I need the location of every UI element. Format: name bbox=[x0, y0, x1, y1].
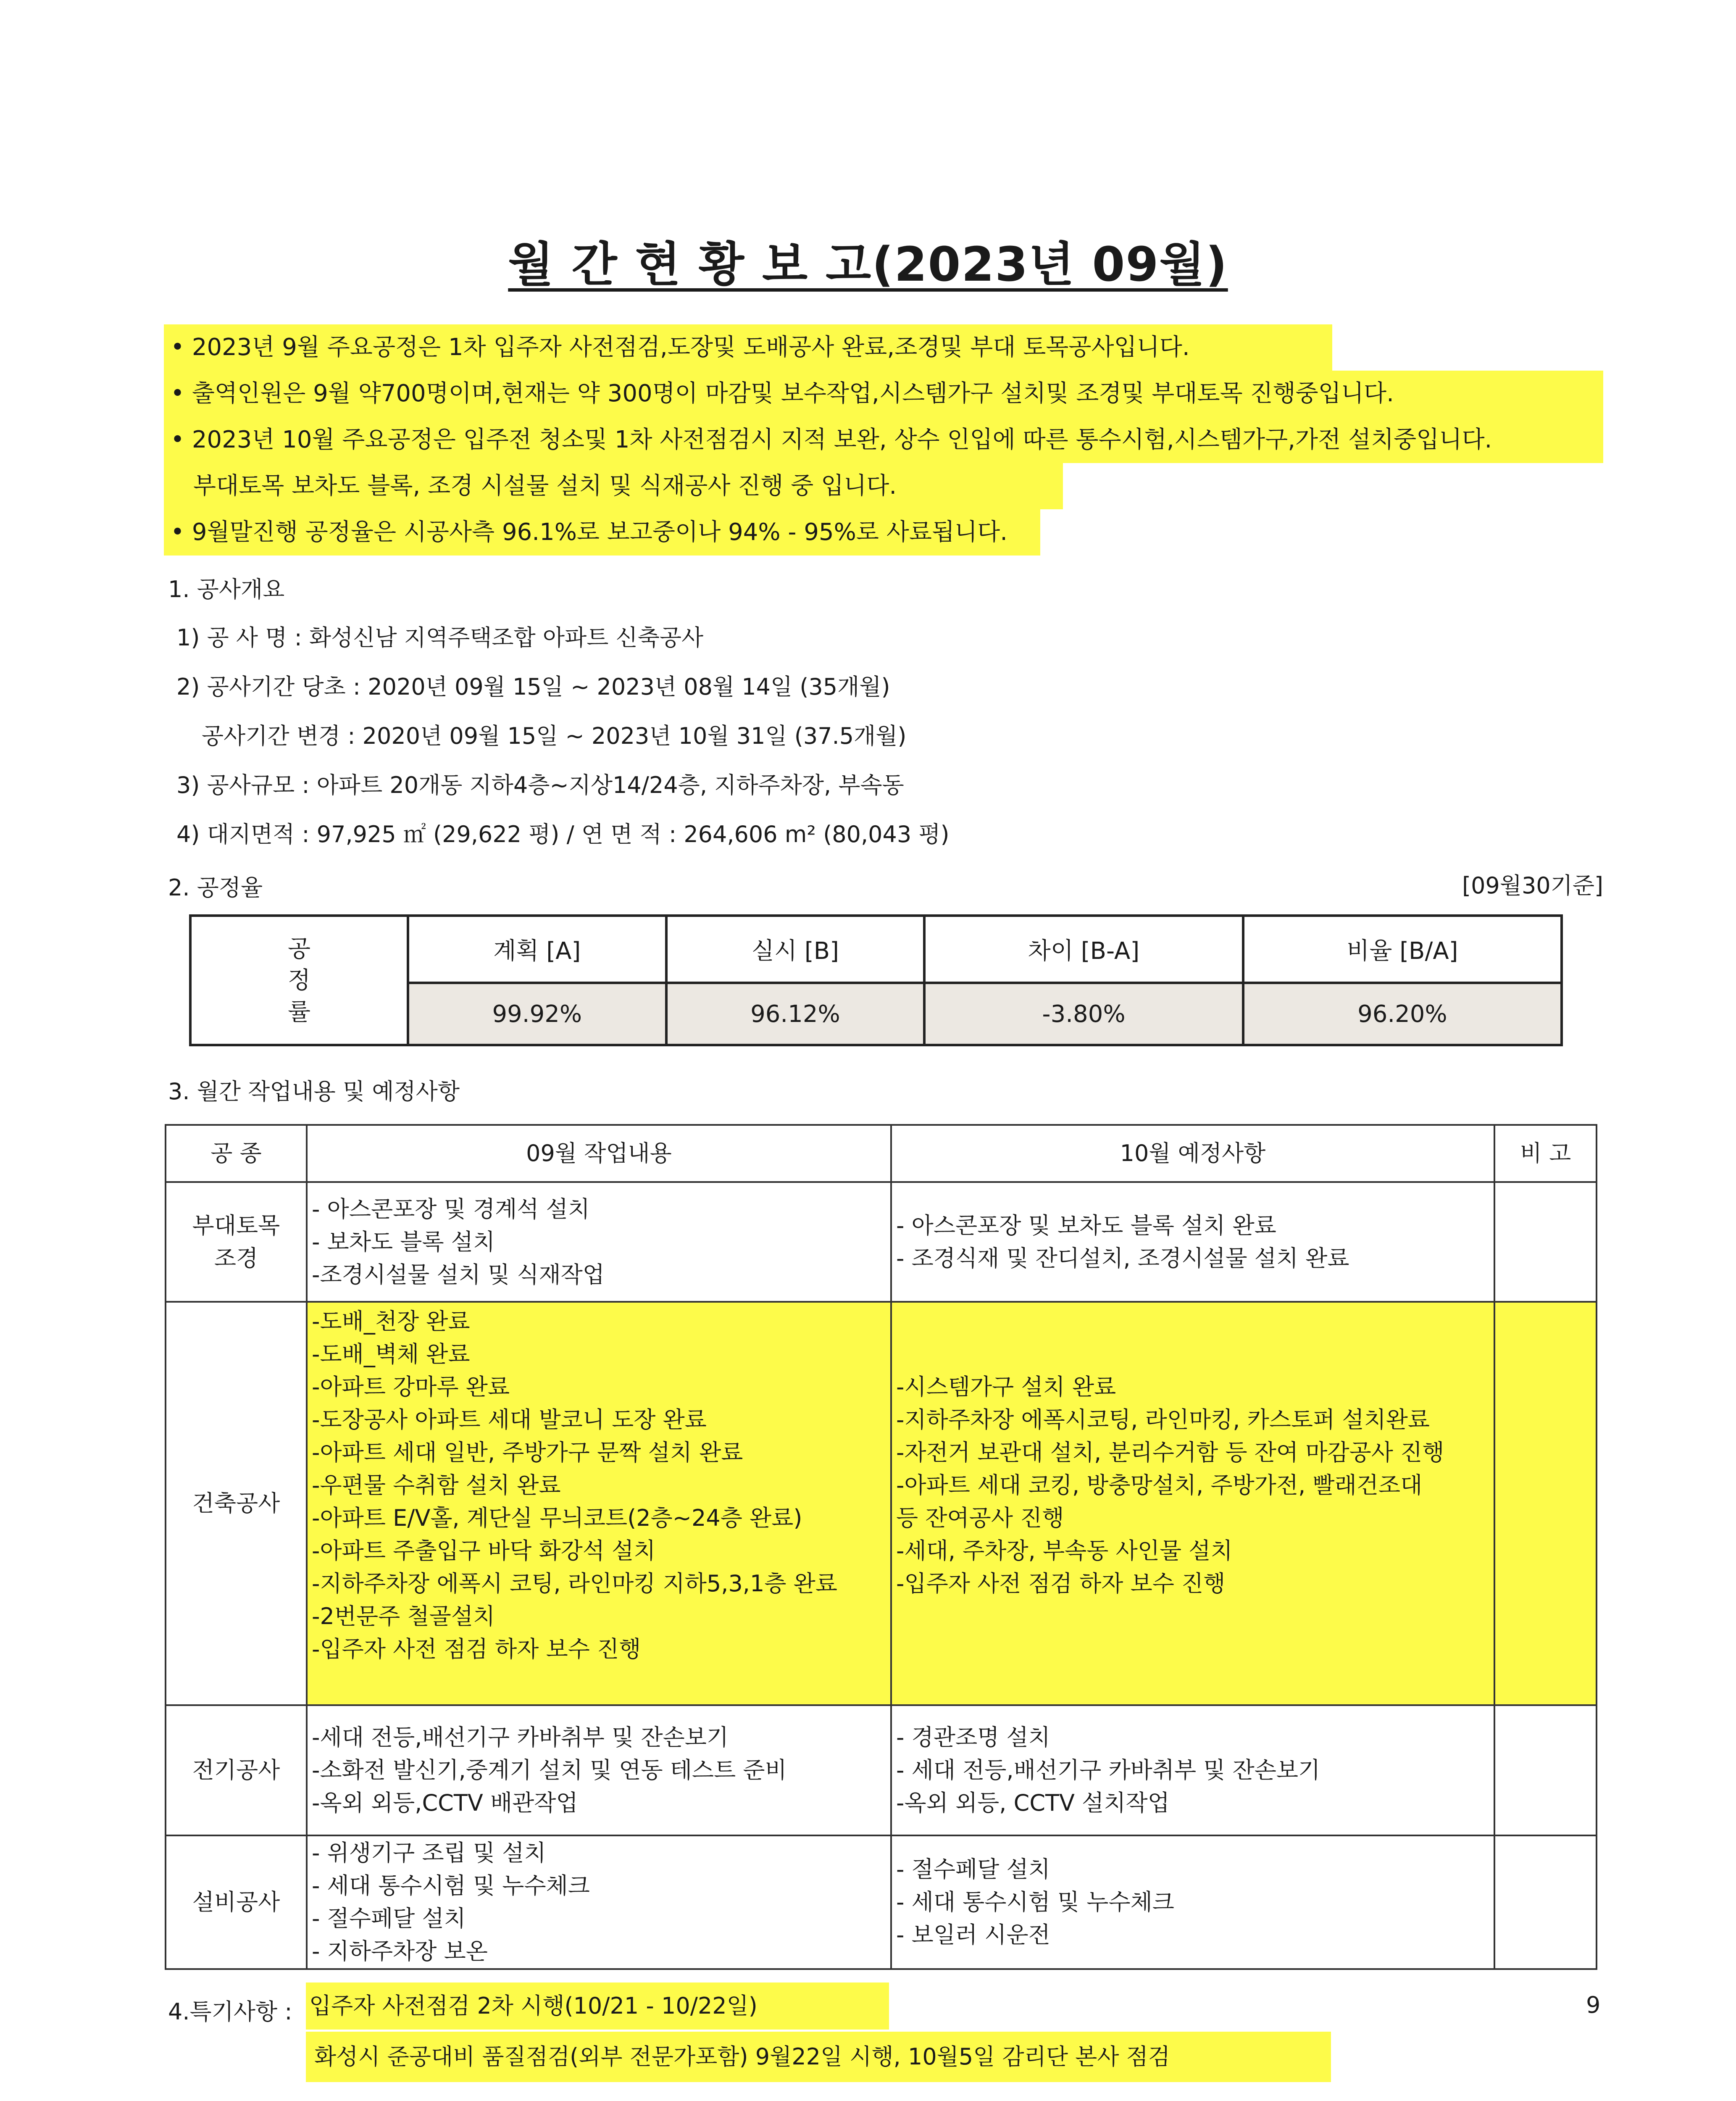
note-civil bbox=[1494, 1182, 1597, 1302]
category-mechanical: 설비공사 bbox=[166, 1835, 307, 1969]
summary-bullet-2: • 출역인원은 9월 약700명이며,현재는 약 300명이 마감및 보수작업,시스템가구 설치및 조경및 부대토목 진행중입니다. bbox=[164, 371, 1603, 417]
note-architecture bbox=[1494, 1302, 1597, 1705]
work-table bbox=[165, 1124, 1597, 1970]
val-plan: 99.92% bbox=[408, 983, 666, 1045]
october-mechanical: - 절수페달 설치 - 세대 통수시험 및 누수체크 - 보일러 시운전 bbox=[891, 1835, 1494, 1969]
val-ratio: 96.20% bbox=[1243, 983, 1562, 1045]
table-row bbox=[166, 1182, 1597, 1302]
section1-item-name: 1) 공 사 명 : 화성신남 지역주택조합 아파트 신축공사 bbox=[176, 624, 704, 651]
summary-bullet-3: • 2023년 10월 주요공정은 입주전 청소및 1차 사전점검시 지적 보완, 상수 인입에 따른 통수시험,시스템가구,가전 설치중입니다. bbox=[164, 417, 1603, 463]
page-title: 월 간 현 황 보 고(2023년 09월) bbox=[508, 237, 1228, 292]
section1-item-area: 4) 대지면적 : 97,925 ㎡ (29,622 평) / 연 면 적 : 264,606 m² (80,043 평) bbox=[176, 821, 950, 848]
category-civil-landscape: 부대토목 조경 bbox=[166, 1182, 307, 1302]
summary-bullet-1: • 2023년 9월 주요공정은 1차 입주자 사전점검,도장및 도배공사 완료,조경및 부대 토목공사입니다. bbox=[164, 324, 1332, 371]
table-row bbox=[166, 1302, 1597, 1705]
section3-heading: 3. 월간 작업내용 및 예정사항 bbox=[168, 1078, 460, 1105]
note-electrical bbox=[1494, 1705, 1597, 1835]
col-ratio: 비율 [B/A] bbox=[1243, 916, 1562, 983]
september-civil: - 아스콘포장 및 경계석 설치 - 보차도 블록 설치 -조경시설물 설치 및 식재작업 bbox=[307, 1182, 891, 1302]
section2-heading: 2. 공정율 bbox=[168, 874, 263, 901]
september-mechanical: - 위생기구 조립 및 설치 - 세대 통수시험 및 누수체크 - 절수페달 설치 - 지하주차장 보온 bbox=[307, 1835, 891, 1969]
col-actual: 실시 [B] bbox=[666, 916, 925, 983]
summary-bullet-3-cont: 부대토목 보차도 블록, 조경 시설물 설치 및 식재공사 진행 중 입니다. bbox=[164, 463, 1063, 509]
special-note-1: 입주자 사전점검 2차 시행(10/21 - 10/22일) bbox=[306, 1983, 889, 2030]
val-diff: -3.80% bbox=[924, 983, 1243, 1045]
category-architecture: 건축공사 bbox=[166, 1302, 307, 1705]
category-electrical: 전기공사 bbox=[166, 1705, 307, 1835]
section1-item-period-original: 2) 공사기간 당초 : 2020년 09월 15일 ~ 2023년 08월 14일 (35개월) bbox=[176, 674, 890, 700]
table-row bbox=[166, 1835, 1597, 1969]
october-electrical: - 경관조명 설치 - 세대 전등,배선기구 카바취부 및 잔손보기 -옥외 외등, CCTV 설치작업 bbox=[891, 1705, 1494, 1835]
section1-item-scale: 3) 공사규모 : 아파트 20개동 지하4층~지상14/24층, 지하주차장, 부속동 bbox=[176, 772, 904, 798]
section4-heading: 4.특기사항 : bbox=[168, 1998, 292, 2025]
page-number: 9 bbox=[1586, 1992, 1601, 2018]
col-diff: 차이 [B-A] bbox=[924, 916, 1243, 983]
col-plan: 계획 [A] bbox=[408, 916, 666, 983]
section1-item-period-changed: 공사기간 변경 : 2020년 09월 15일 ~ 2023년 10월 31일 (37.5개월) bbox=[202, 723, 907, 749]
table-row bbox=[166, 1705, 1597, 1835]
header-october: 10월 예정사항 bbox=[891, 1125, 1494, 1182]
special-note-2: 화성시 준공대비 품질점검(외부 전문가포함) 9월22일 시행, 10월5일 감리단 본사 점검 bbox=[306, 2032, 1331, 2082]
october-architecture: -시스템가구 설치 완료 -지하주차장 에폭시코팅, 라인마킹, 카스토퍼 설치완료 -자전거 보관대 설치, 분리수거함 등 잔여 마감공사 진행 -아파트 세대 코킹, 방충망설치, 주방가전, 빨래건조대 등 잔여공사 진행 -세대, 주차장, 부속동 사인물 설치 -입주자 사전 점검 하자 보수 진행 bbox=[891, 1302, 1494, 1705]
section1-heading: 1. 공사개요 bbox=[168, 576, 285, 603]
header-note: 비 고 bbox=[1494, 1125, 1597, 1182]
progress-rate-table bbox=[189, 914, 1563, 1046]
september-electrical: -세대 전등,배선기구 카바취부 및 잔손보기 -소화전 발신기,중계기 설치 및 연동 테스트 준비 -옥외 외등,CCTV 배관작업 bbox=[307, 1705, 891, 1835]
note-mechanical bbox=[1494, 1835, 1597, 1969]
val-actual: 96.12% bbox=[666, 983, 925, 1045]
header-category: 공 종 bbox=[166, 1125, 307, 1182]
header-september: 09월 작업내용 bbox=[307, 1125, 891, 1182]
october-civil: - 아스콘포장 및 보차도 블록 설치 완료 - 조경식재 및 잔디설치, 조경시설물 설치 완료 bbox=[891, 1182, 1494, 1302]
summary-bullet-4: • 9월말진행 공정율은 시공사측 96.1%로 보고중이나 94% - 95%로 사료됩니다. bbox=[164, 509, 1040, 556]
section2-basis: [09월30기준] bbox=[1462, 872, 1604, 899]
september-architecture: -도배_천장 완료 -도배_벽체 완료 -아파트 강마루 완료 -도장공사 아파트 세대 발코니 도장 완료 -아파트 세대 일반, 주방가구 문짝 설치 완료 -우편물 수취함 설치 완료 -아파트 E/V홀, 계단실 무늬코트(2층~24층 완료) -아파트 주출입구 바닥 화강석 설치 -지하주차장 에폭시 코팅, 라인마킹 지하5,3,1층 완료 -2번문주 철골설치 -입주자 사전 점검 하자 보수 진행 bbox=[307, 1302, 891, 1705]
rate-row-label: 공 정 률 bbox=[190, 916, 408, 1045]
